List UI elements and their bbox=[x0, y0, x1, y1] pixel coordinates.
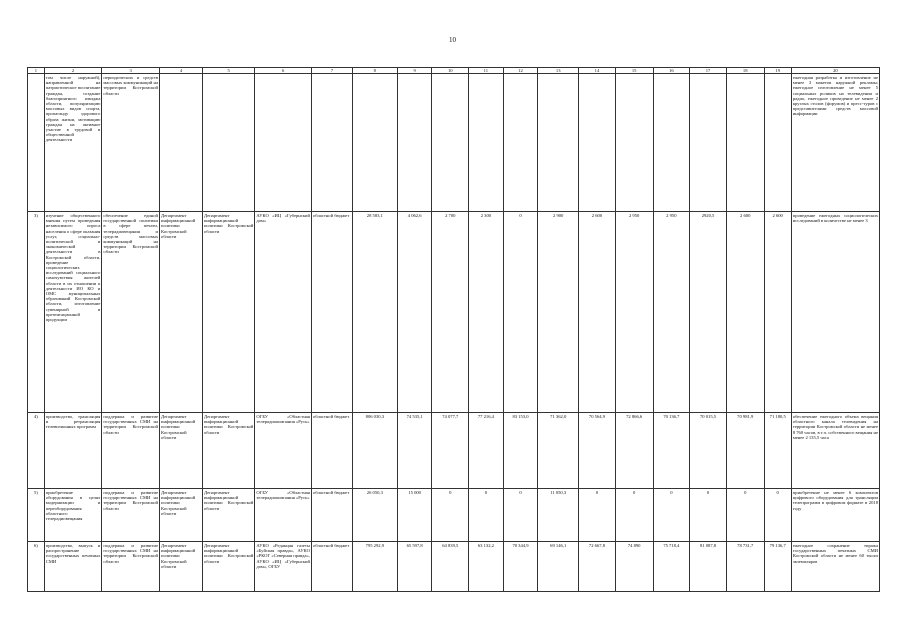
source-cell: областной бюджет bbox=[311, 489, 352, 542]
value-cell: 70 344,9 bbox=[503, 542, 538, 592]
value-cell: 4 062,6 bbox=[397, 212, 432, 413]
value-cell bbox=[538, 74, 579, 212]
value-cell: 70 981,9 bbox=[726, 413, 764, 489]
col-header: 10 bbox=[432, 68, 469, 74]
table-row bbox=[28, 212, 880, 413]
value-cell: 0 bbox=[726, 489, 764, 542]
result-cell: ежегодная разработка и изготовление не менее 3 макетов наружной рекламы; ежегодное изготовление не менее 5 социальных роликов на телевидении и радио, ежегодное проведение не менее 2 круглых столов (форумов) и пресс-туров с представителями средств массовой информации bbox=[791, 74, 879, 212]
col-header: 19 bbox=[764, 68, 791, 74]
task-cell: обеспечение единой государственной политики в сфере печати, телерадиовещания и средств массовых коммуникаций на территории Костромской области bbox=[102, 212, 160, 413]
value-cell: 70 564,9 bbox=[579, 413, 616, 489]
value-cell: 2 950 bbox=[615, 212, 653, 413]
value-cell: 795 292,9 bbox=[352, 542, 397, 592]
value-cell: 0 bbox=[469, 489, 504, 542]
col-header: 13 bbox=[538, 68, 579, 74]
value-cell: 81 087,8 bbox=[690, 542, 727, 592]
value-cell: 0 bbox=[579, 489, 616, 542]
source-cell: областной бюджет bbox=[311, 413, 352, 489]
value-cell bbox=[579, 74, 616, 212]
value-cell: 11 050,3 bbox=[538, 489, 579, 542]
value-cell bbox=[397, 74, 432, 212]
recipient-cell: АУКО «ИЦ «Губернский дом» bbox=[255, 212, 312, 413]
value-cell: 15 000 bbox=[397, 489, 432, 542]
coexecutor-cell bbox=[202, 74, 254, 212]
result-cell: проведение ежегодных социологических исследований в количестве не менее 3 bbox=[791, 212, 879, 413]
value-cell: 2 600 bbox=[579, 212, 616, 413]
value-cell: 2 600 bbox=[764, 212, 791, 413]
value-cell: 0 bbox=[690, 489, 727, 542]
col-header: 3 bbox=[102, 68, 160, 74]
value-cell: 0 bbox=[503, 212, 538, 413]
value-cell: 65 597,8 bbox=[397, 542, 432, 592]
task-cell: поддержка и развитие государственных СМИ на территории Костромской области bbox=[102, 489, 160, 542]
value-cell: 0 bbox=[764, 489, 791, 542]
coexecutor-cell: Департамент информационной политики Костромской области bbox=[202, 542, 254, 592]
col-header: 16 bbox=[653, 68, 690, 74]
value-cell bbox=[503, 74, 538, 212]
value-cell bbox=[469, 74, 504, 212]
value-cell: 2 700 bbox=[432, 212, 469, 413]
executor-cell: Департамент информационной политики Костромской области bbox=[160, 489, 203, 542]
row-number: 3) bbox=[28, 212, 45, 413]
page-number: 10 bbox=[449, 36, 456, 44]
coexecutor-cell: Департамент информационной политики Костромской области bbox=[202, 413, 254, 489]
recipient-cell bbox=[255, 74, 312, 212]
value-cell: 83 153,0 bbox=[503, 413, 538, 489]
value-cell: 2 900 bbox=[538, 212, 579, 413]
value-cell bbox=[726, 74, 764, 212]
value-cell: 26 050,3 bbox=[352, 489, 397, 542]
task-cell: поддержка и развитие государственных СМИ на территории Костромской области bbox=[102, 542, 160, 592]
value-cell: 74 077,7 bbox=[432, 413, 469, 489]
value-cell: 64 839,5 bbox=[432, 542, 469, 592]
value-cell bbox=[432, 74, 469, 212]
table-row bbox=[28, 74, 880, 212]
executor-cell: Департамент информационной политики Костромской области bbox=[160, 413, 203, 489]
source-cell: областной бюджет bbox=[311, 542, 352, 592]
value-cell: 79 136,7 bbox=[764, 542, 791, 592]
table-row bbox=[28, 489, 880, 542]
value-cell: 71 362,0 bbox=[538, 413, 579, 489]
table-row bbox=[28, 542, 880, 592]
value-cell: 78 731,7 bbox=[726, 542, 764, 592]
recipient-cell: ОГБУ «Областная телерадиокомпания «Русь» bbox=[255, 489, 312, 542]
value-cell: 70 015,5 bbox=[690, 413, 727, 489]
col-header: 2 bbox=[44, 68, 102, 74]
col-header: 4 bbox=[160, 68, 203, 74]
row-number: 5) bbox=[28, 489, 45, 542]
coexecutor-cell: Департамент информационной политики Костромской области bbox=[202, 489, 254, 542]
value-cell: 70 136,7 bbox=[653, 413, 690, 489]
col-header: 20 bbox=[791, 68, 879, 74]
value-cell: 0 bbox=[653, 489, 690, 542]
result-cell: ежегодное сохранение тиража государственных печатных СМИ Костромской области не менее 60 тысяч экземпляров bbox=[791, 542, 879, 592]
task-cell: поддержка и развитие государственных СМИ на территории Костромской области bbox=[102, 413, 160, 489]
value-cell: 0 bbox=[615, 489, 653, 542]
activity-cell: приобретение оборудования в целях модернизации и переоборудования областного телерадиовещания bbox=[44, 489, 102, 542]
executor-cell: Департамент информационной политики Костромской области bbox=[160, 212, 203, 413]
col-header: 8 bbox=[352, 68, 397, 74]
value-cell: 75 718,4 bbox=[653, 542, 690, 592]
value-cell: 72 866,6 bbox=[615, 413, 653, 489]
activity-cell: производство, трансляция и ретрансляция телевизионных программ bbox=[44, 413, 102, 489]
row-number: 6) bbox=[28, 542, 45, 592]
value-cell: 0 bbox=[432, 489, 469, 542]
value-cell: 806 030,3 bbox=[352, 413, 397, 489]
col-header: 6 bbox=[255, 68, 312, 74]
coexecutor-cell: Департамент информационной политики Костромской области bbox=[202, 212, 254, 413]
col-header: 15 bbox=[615, 68, 653, 74]
value-cell: 74 890 bbox=[615, 542, 653, 592]
value-cell: 0 bbox=[503, 489, 538, 542]
activity-cell: том числе наружной), направленной на патриотическое воспитание граждан, создание благоприятного имиджа области, популяризацию массовых видов спорта, пропаганду здорового образа жизни, мотивацию граждан на активное участие в трудовой и общественной деятельности bbox=[44, 74, 102, 212]
result-cell: приобретение не менее 6 комплектов цифрового оборудования для трансляции телепрограмм в цифровом формате в 2018 году bbox=[791, 489, 879, 542]
value-cell bbox=[690, 74, 727, 212]
col-header: 14 bbox=[579, 68, 616, 74]
value-cell: 2 600 bbox=[726, 212, 764, 413]
value-cell bbox=[764, 74, 791, 212]
program-table bbox=[27, 67, 880, 592]
value-cell: 74 535,1 bbox=[397, 413, 432, 489]
executor-cell bbox=[160, 74, 203, 212]
value-cell bbox=[615, 74, 653, 212]
value-cell: 72 667,8 bbox=[579, 542, 616, 592]
value-cell: 28 583,1 bbox=[352, 212, 397, 413]
task-cell: периодических и средств массовых коммуникаций на территории Костромской области bbox=[102, 74, 160, 212]
col-header: 11 bbox=[469, 68, 504, 74]
col-header: 5 bbox=[202, 68, 254, 74]
source-cell: областной бюджет bbox=[311, 212, 352, 413]
value-cell bbox=[653, 74, 690, 212]
activity-cell: изучение общественного мнения путем проведения независимого опроса населения о сфере оказания услуг, социально-политической и экономической деятельности в Костромской области, проведение социологических исследований социального самочувствия жителей области в их отношении к деятельности ИО КО и ОМС муниципальных образований Костромской области, изготовление сувенирной и презентационной продукции bbox=[44, 212, 102, 413]
value-cell: 69 146,1 bbox=[538, 542, 579, 592]
activity-cell: производство, выпуск и распространение государственных печатных СМИ bbox=[44, 542, 102, 592]
value-cell: 2920,5 bbox=[690, 212, 727, 413]
executor-cell: Департамент информационной политики Костромской области bbox=[160, 542, 203, 592]
col-header: 7 bbox=[311, 68, 352, 74]
col-header: 9 bbox=[397, 68, 432, 74]
row-number: 4) bbox=[28, 413, 45, 489]
col-header: 12 bbox=[503, 68, 538, 74]
value-cell: 2 950 bbox=[653, 212, 690, 413]
table-row bbox=[28, 413, 880, 489]
value-cell: 63 132,2 bbox=[469, 542, 504, 592]
value-cell: 77 216,4 bbox=[469, 413, 504, 489]
col-header: 1 bbox=[28, 68, 45, 74]
value-cell: 71 180,5 bbox=[764, 413, 791, 489]
value-cell: 2 300 bbox=[469, 212, 504, 413]
col-header: 18 bbox=[726, 68, 764, 74]
source-cell bbox=[311, 74, 352, 212]
col-header: 17 bbox=[690, 68, 727, 74]
recipient-cell: АУКО «Редакция газеты «Буйская правда», АУКО «РКОГ «Северная правда», АУКО «ИЦ «Губернский дом», ОГБУ bbox=[255, 542, 312, 592]
recipient-cell: ОГБУ «Областная телерадиокомпания «Русь» bbox=[255, 413, 312, 489]
result-cell: обеспечение ежегодного объема вещания областного канала телевидения на территории Костромской области не менее 8 760 часов, в т.ч. собственного вещания не менее 2 135,5 часа bbox=[791, 413, 879, 489]
value-cell bbox=[352, 74, 397, 212]
row-number bbox=[28, 74, 45, 212]
